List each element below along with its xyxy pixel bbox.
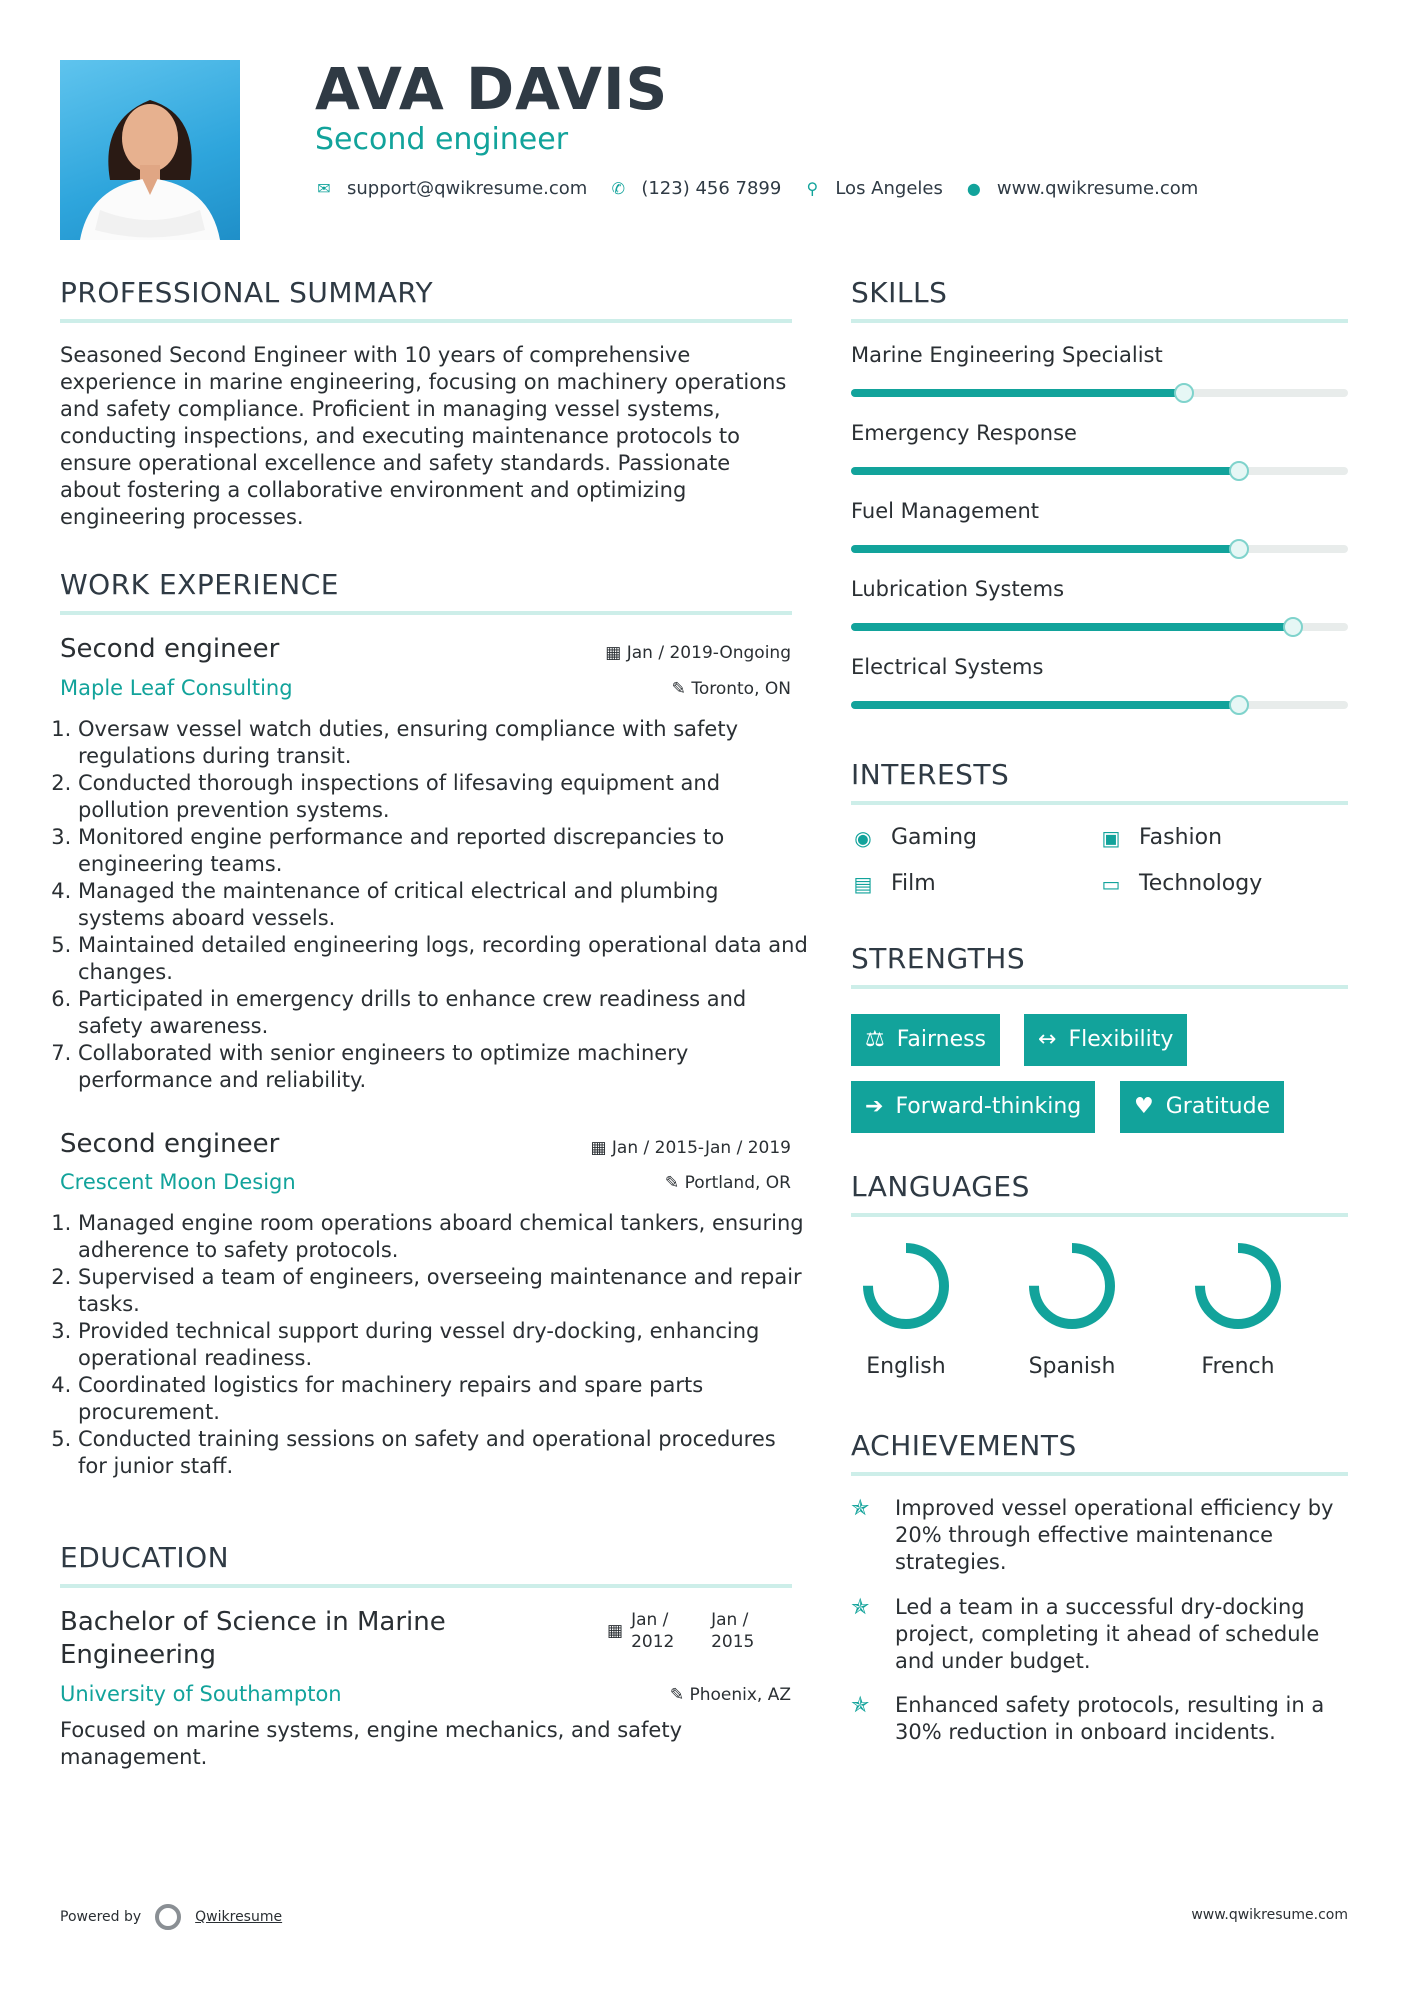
job-responsibilities	[60, 716, 808, 1094]
language-ring	[1190, 1238, 1286, 1334]
star-icon: ✯	[851, 1693, 870, 1718]
shopping-bag-icon: ▣	[1101, 826, 1121, 850]
achievement-item	[851, 1594, 1341, 1675]
job-location	[665, 1172, 791, 1194]
strength-label: Fairness	[896, 1027, 987, 1052]
skill-level-fill	[851, 623, 1293, 631]
education-location	[670, 1684, 791, 1706]
skill-level-fill	[851, 701, 1239, 709]
responsibility-item: 7. Collaborated with senior engineers to optimize machinery performance and reliability.	[78, 1040, 808, 1094]
language-ring	[1024, 1238, 1120, 1334]
skills-heading: SKILLS	[851, 276, 948, 309]
profile-photo	[60, 60, 240, 240]
footer-left	[60, 1904, 282, 1930]
phone-icon: ✆	[611, 179, 626, 198]
calendar-icon: ▦	[605, 643, 622, 663]
film-icon: ▤	[853, 872, 873, 896]
skill-level-bar	[851, 701, 1348, 709]
skill-level-bar	[851, 545, 1348, 553]
strength-label: Forward-thinking	[895, 1094, 1082, 1119]
job-dates	[590, 1137, 791, 1159]
interests-heading: INTERESTS	[851, 758, 1010, 791]
responsibility-item: 1. Oversaw vessel watch duties, ensuring compliance with safety regulations during transit.	[78, 716, 808, 770]
laptop-icon: ▭	[1101, 872, 1121, 896]
education-divider	[60, 1584, 792, 1588]
job-location-text: Portland, OR	[684, 1173, 791, 1193]
achievement-text: Led a team in a successful dry-docking project, completing it ahead of schedule and under budget.	[895, 1595, 1320, 1673]
contact-bar	[315, 178, 1220, 199]
calendar-icon: ▦	[607, 1621, 624, 1641]
brand-link[interactable]: Qwikresume	[195, 1909, 283, 1925]
interest-film	[851, 870, 936, 898]
education-heading: EDUCATION	[60, 1541, 230, 1574]
job-location-text: Toronto, ON	[691, 679, 791, 699]
star-icon: ✯	[851, 1496, 870, 1521]
strength-label: Gratitude	[1165, 1094, 1271, 1119]
experience-divider	[60, 611, 792, 615]
qwikresume-logo-icon	[155, 1904, 181, 1930]
responsibility-item: 3. Provided technical support during vessel dry-docking, enhancing operational readiness.	[78, 1318, 808, 1372]
job-company: Maple Leaf Consulting	[60, 676, 293, 700]
job-dates-text: Jan / 2019-Ongoing	[626, 643, 791, 663]
skill-level-bar	[851, 623, 1348, 631]
interest-gaming	[851, 824, 977, 852]
job-title: Second engineer	[60, 1129, 280, 1159]
responsibility-item: 2. Conducted thorough inspections of lifesaving equipment and pollution prevention systems.	[78, 770, 808, 824]
responsibility-item: 6. Participated in emergency drills to enhance crew readiness and safety awareness.	[78, 986, 808, 1040]
responsibility-item: 3. Monitored engine performance and reported discrepancies to engineering teams.	[78, 824, 808, 878]
heart-icon: ♥	[1134, 1094, 1154, 1119]
skill-label: Lubrication Systems	[851, 577, 1065, 601]
skill-level-knob	[1229, 539, 1249, 559]
interest-label: Gaming	[891, 825, 977, 850]
contact-email[interactable]: support@qwikresume.com	[347, 178, 588, 199]
skills-divider	[851, 319, 1348, 323]
school-name: University of Southampton	[60, 1682, 342, 1706]
summary-text: Seasoned Second Engineer with 10 years of comprehensive experience in marine engineering, focusing on machinery operations and safety compliance. Proficient in managing vessel systems, conducting inspections, and executing maintenance protocols to ensure operational excellence and safety standards. Passionate about fostering a collaborative environment and optimizing engineering processes.	[60, 343, 787, 529]
interest-label: Technology	[1139, 871, 1263, 896]
responsibility-item: 5. Maintained detailed engineering logs, recording operational data and changes.	[78, 932, 808, 986]
gamepad-icon: ◉	[854, 826, 872, 850]
responsibility-item: 4. Coordinated logistics for machinery repairs and spare parts procurement.	[78, 1372, 808, 1426]
skill-level-bar	[851, 389, 1348, 397]
star-icon: ✯	[851, 1595, 870, 1620]
achievements-divider	[851, 1472, 1348, 1476]
portrait-illustration	[60, 60, 240, 240]
job-dates	[605, 642, 791, 664]
strengths-heading: STRENGTHS	[851, 942, 1026, 975]
degree-title: Bachelor of Science in Marine Engineering	[60, 1607, 446, 1670]
achievements-heading: ACHIEVEMENTS	[851, 1429, 1077, 1462]
contact-website[interactable]: www.qwikresume.com	[996, 178, 1199, 199]
achievement-text: Improved vessel operational efficiency by 20% through effective maintenance strategies.	[895, 1496, 1334, 1574]
skill-level-fill	[851, 389, 1184, 397]
skill-level-knob	[1283, 617, 1303, 637]
language-label: French	[1201, 1354, 1275, 1379]
strength-badge	[1120, 1081, 1284, 1133]
skill-level-knob	[1229, 695, 1249, 715]
skill-level-fill	[851, 467, 1239, 475]
job-location	[672, 678, 791, 700]
contact-phone[interactable]: (123) 456 7899	[641, 178, 782, 199]
skill-level-knob	[1174, 383, 1194, 403]
contact-location: Los Angeles	[835, 178, 943, 199]
location-pin-icon: ⚲	[806, 179, 819, 198]
responsibility-item: 4. Managed the maintenance of critical electrical and plumbing systems aboard vessels.	[78, 878, 808, 932]
strength-badge	[851, 1014, 1000, 1066]
arrow-right-icon: ➔	[865, 1094, 884, 1119]
summary-heading: PROFESSIONAL SUMMARY	[60, 276, 434, 309]
interest-label: Fashion	[1139, 825, 1223, 850]
interests-divider	[851, 801, 1348, 805]
job-company: Crescent Moon Design	[60, 1170, 296, 1194]
skill-level-knob	[1229, 461, 1249, 481]
interest-fashion	[1099, 824, 1222, 852]
strength-badge	[1024, 1014, 1187, 1066]
education-end: Jan / 2015	[711, 1610, 755, 1652]
interest-label: Film	[891, 871, 936, 896]
skill-label: Fuel Management	[851, 499, 1040, 523]
globe-icon: ●	[966, 179, 981, 198]
language-label: English	[866, 1354, 946, 1379]
strength-badge	[851, 1081, 1095, 1133]
strength-label: Flexibility	[1068, 1027, 1174, 1052]
achievement-item	[851, 1692, 1341, 1746]
skill-label: Electrical Systems	[851, 655, 1044, 679]
powered-by-label: Powered by	[60, 1909, 142, 1925]
language-ring	[858, 1238, 954, 1334]
calendar-icon: ▦	[590, 1138, 607, 1158]
achievement-item	[851, 1495, 1341, 1576]
language-label: Spanish	[1028, 1354, 1116, 1379]
skill-level-bar	[851, 467, 1348, 475]
job-responsibilities	[60, 1210, 808, 1480]
education-dates	[607, 1609, 759, 1653]
summary-divider	[60, 319, 792, 323]
email-icon: ✉	[317, 179, 331, 198]
strengths-divider	[851, 985, 1348, 989]
languages-heading: LANGUAGES	[851, 1170, 1030, 1203]
responsibility-item: 1. Managed engine room operations aboard chemical tankers, ensuring adherence to safety protocols.	[78, 1210, 808, 1264]
arrows-horizontal-icon: ↔	[1038, 1027, 1057, 1052]
languages-divider	[851, 1213, 1348, 1217]
footer-url[interactable]: www.qwikresume.com	[1191, 1907, 1348, 1923]
education-location-text: Phoenix, AZ	[689, 1685, 791, 1705]
interest-technology	[1099, 870, 1262, 898]
skill-label: Marine Engineering Specialist	[851, 343, 1163, 367]
job-dates-text: Jan / 2015-Jan / 2019	[611, 1138, 791, 1158]
education-description: Focused on marine systems, engine mechanics, and safety management.	[60, 1718, 682, 1769]
pin-icon: ✎	[671, 679, 686, 699]
skill-label: Emergency Response	[851, 421, 1077, 445]
pin-icon: ✎	[669, 1685, 685, 1705]
candidate-name: AVA DAVIS	[315, 55, 669, 123]
responsibility-item: 5. Conducted training sessions on safety and operational procedures for junior staff.	[78, 1426, 808, 1480]
achievement-text: Enhanced safety protocols, resulting in a 30% reduction in onboard incidents.	[895, 1693, 1325, 1744]
candidate-title: Second engineer	[315, 122, 569, 157]
education-start: Jan / 2012	[631, 1610, 675, 1652]
pin-icon: ✎	[664, 1173, 680, 1193]
responsibility-item: 2. Supervised a team of engineers, overseeing maintenance and repair tasks.	[78, 1264, 808, 1318]
experience-heading: WORK EXPERIENCE	[60, 568, 339, 601]
skill-level-fill	[851, 545, 1239, 553]
job-title: Second engineer	[60, 634, 280, 664]
balance-scale-icon: ⚖	[865, 1027, 885, 1052]
